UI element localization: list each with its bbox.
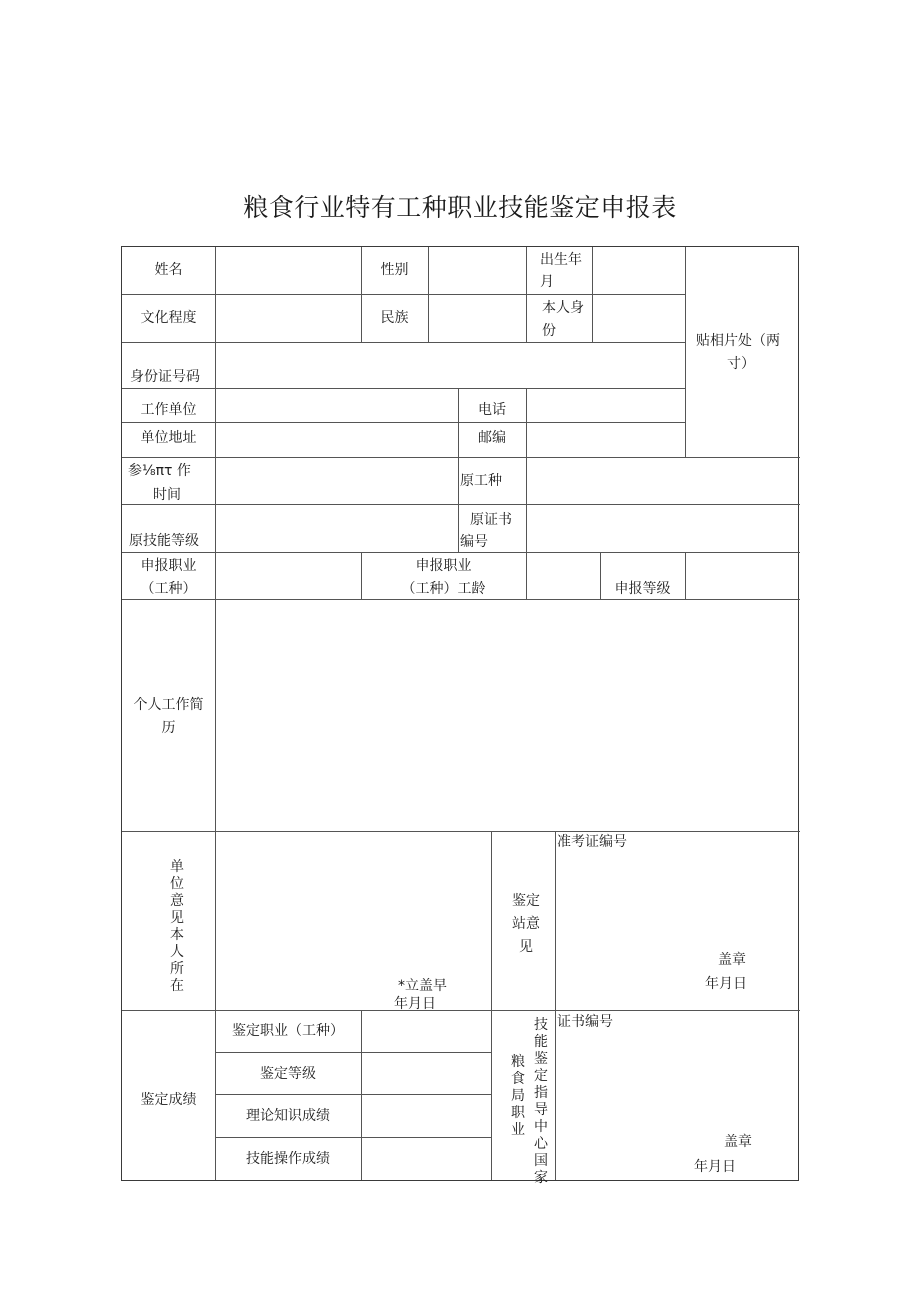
ethnicity-label: 民族 — [380, 310, 409, 326]
identity-label-line2: 份 — [542, 323, 556, 339]
birth-label-line1: 出生年 — [540, 252, 582, 268]
result-job-field[interactable] — [362, 1011, 490, 1051]
original-cert-field[interactable] — [527, 505, 798, 551]
birth-label-line2: 月 — [540, 274, 554, 290]
birth-field[interactable] — [593, 248, 684, 293]
gender-field[interactable] — [429, 248, 525, 293]
apply-job-label-line1: 申报职业 — [140, 558, 197, 574]
application-form-table — [121, 246, 799, 1186]
name-label: 姓名 — [154, 262, 183, 278]
form-title: 粮食行业特有工种职业技能鉴定申报表 — [243, 193, 677, 222]
postcode-field[interactable] — [527, 423, 684, 456]
unit-address-field[interactable] — [216, 423, 457, 456]
id-number-field[interactable] — [216, 343, 684, 387]
station-stamp-label: 盖章 — [718, 952, 746, 968]
cert-number-field[interactable] — [556, 1033, 798, 1179]
apply-level-field[interactable] — [686, 553, 798, 598]
exam-number-label: 准考证编号 — [557, 834, 627, 850]
work-unit-label: 工作单位 — [140, 402, 197, 418]
identity-field[interactable] — [593, 295, 684, 341]
original-level-label: 原技能等级 — [129, 533, 199, 549]
result-theory-label: 理论知识成绩 — [246, 1108, 330, 1124]
education-label: 文化程度 — [140, 310, 197, 326]
postcode-label: 邮编 — [478, 430, 506, 446]
apply-years-label-line2: （工种）工龄 — [401, 581, 486, 597]
id-number-label: 身份证号码 — [130, 369, 200, 385]
photo-label-line2: 寸） — [727, 356, 755, 372]
station-opinion-label: 鉴定站意见 — [512, 893, 540, 955]
phone-label: 电话 — [478, 402, 506, 418]
center-date-label: 年月日 — [694, 1159, 736, 1175]
gender-label: 性别 — [380, 262, 409, 278]
photo-label: 贴相片处（两 — [696, 333, 780, 349]
resume-field[interactable] — [216, 600, 798, 830]
education-field[interactable] — [216, 295, 360, 341]
center-label-col2: 技能鉴定指导中心国家 — [534, 1017, 548, 1186]
original-job-field[interactable] — [527, 458, 798, 503]
result-level-label: 鉴定等级 — [260, 1066, 316, 1082]
result-theory-field[interactable] — [362, 1095, 490, 1136]
unit-opinion-label: 单位意见本人所在 — [170, 859, 184, 994]
resume-label-line2: 历 — [161, 720, 176, 736]
result-level-field[interactable] — [362, 1053, 490, 1093]
apply-years-label-line1: 申报职业 — [415, 558, 472, 574]
apply-job-field[interactable] — [216, 553, 360, 598]
original-job-label: 原工种 — [460, 473, 502, 489]
center-label-col1: 粮食局职业 — [511, 1054, 525, 1138]
center-stamp-label: 盖章 — [724, 1134, 752, 1150]
name-field[interactable] — [216, 248, 360, 293]
original-level-field[interactable] — [216, 505, 457, 551]
phone-field[interactable] — [527, 389, 684, 421]
ethnicity-field[interactable] — [429, 295, 525, 341]
resume-label-line1: 个人工作简 — [133, 697, 204, 713]
photo-area[interactable] — [686, 248, 798, 456]
work-time-label-line1: 参⅛πτ 作 — [128, 463, 191, 479]
cert-number-label: 证书编号 — [557, 1014, 613, 1030]
unit-opinion-field[interactable] — [216, 832, 490, 1009]
unit-address-label: 单位地址 — [140, 430, 197, 446]
work-unit-field[interactable] — [216, 389, 457, 421]
station-date-label: 年月日 — [705, 976, 747, 992]
result-job-label: 鉴定职业（工种） — [232, 1023, 344, 1039]
apply-job-label-line2: （工种） — [140, 581, 197, 597]
result-skill-field[interactable] — [362, 1138, 490, 1179]
work-time-field[interactable] — [216, 458, 457, 503]
result-skill-label: 技能操作成绩 — [246, 1151, 330, 1167]
exam-number-field[interactable] — [556, 853, 798, 1009]
results-label: 鉴定成绩 — [140, 1092, 197, 1108]
work-time-label-line2: 时间 — [153, 487, 181, 503]
original-cert-label-line1: 原证书 — [470, 512, 512, 528]
original-cert-label-line2: 编号 — [460, 534, 488, 550]
unit-date-label: 年月日 — [394, 996, 436, 1012]
apply-years-field[interactable] — [527, 553, 599, 598]
column-line — [491, 831, 492, 1180]
column-line — [526, 247, 527, 342]
apply-level-label: 申报等级 — [614, 581, 671, 597]
identity-label-line1: 本人身 — [542, 300, 584, 316]
unit-stamp-label: *立盖早 — [398, 978, 447, 994]
